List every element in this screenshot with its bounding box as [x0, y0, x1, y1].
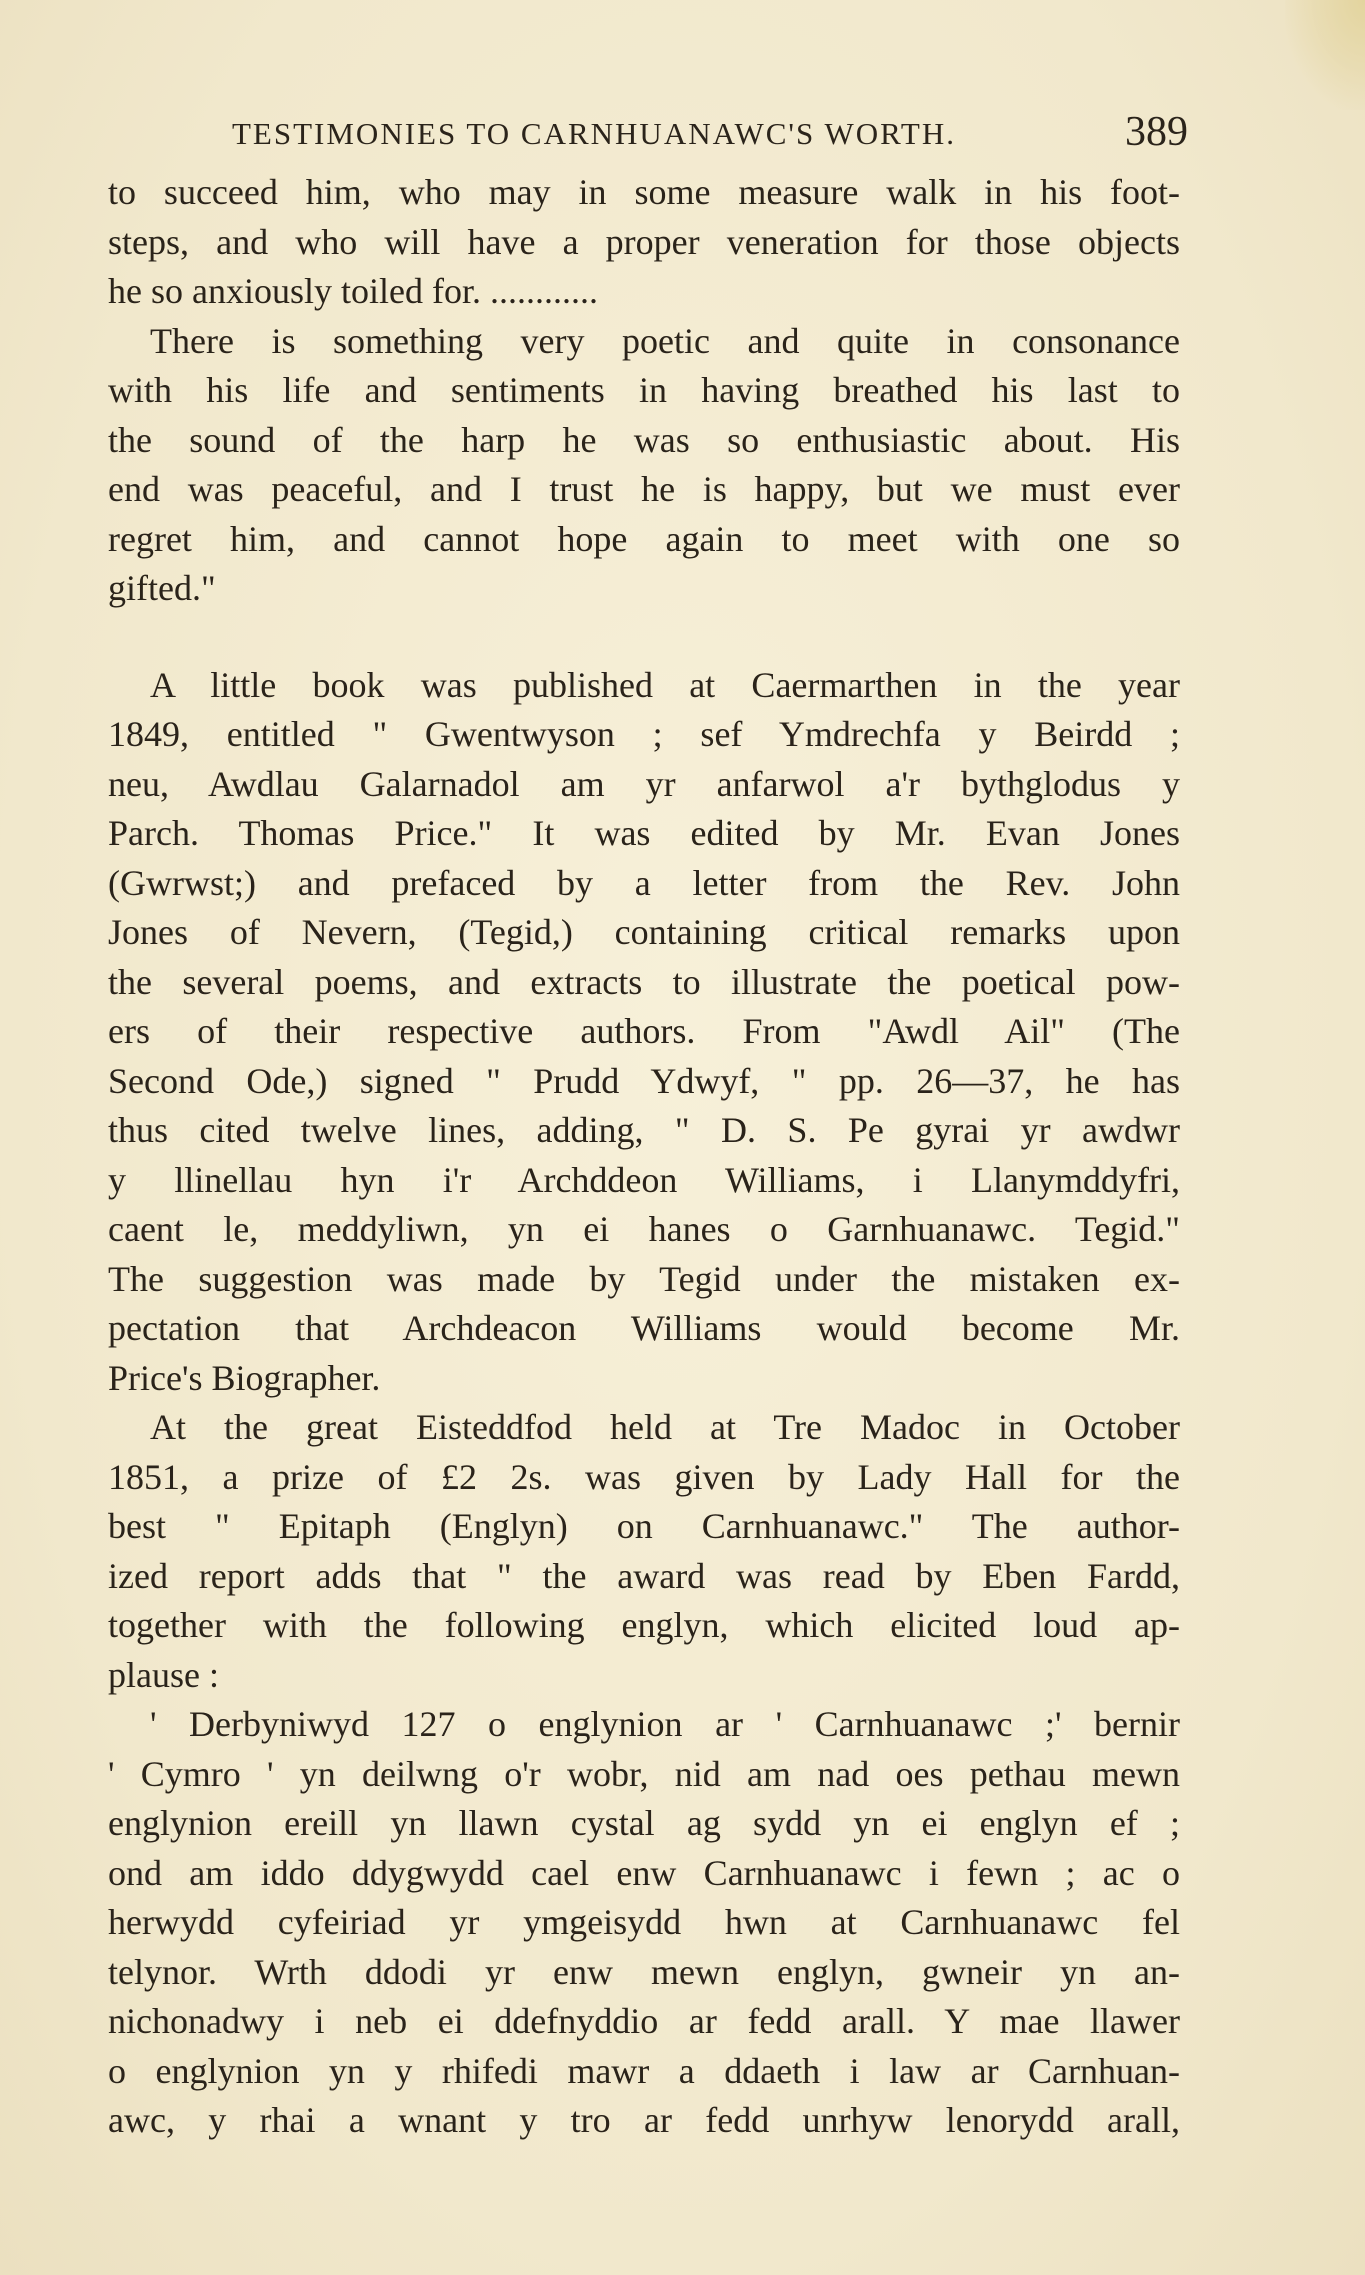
text-line: 1849, entitled " Gwentwyson ; sef Ymdrechfa y Beirdd ;: [108, 714, 1180, 754]
text-line: o englynion yn y rhifedi mawr a ddaeth i law ar Carnhuan-: [108, 2050, 1180, 2091]
text-line: englynion ereill yn llawn cystal ag sydd yn ei englyn ef ;: [108, 1803, 1180, 1843]
text-line: thus cited twelve lines, adding, " D. S. Pe gyrai yr awdwr: [108, 1110, 1180, 1150]
text-line: best " Epitaph (Englyn) on Carnhuanawc." The author-: [108, 1506, 1180, 1546]
text-line: Second Ode,) signed " Prudd Ydwyf, " pp. 26—37, he has: [108, 1060, 1180, 1101]
text-line: pectation that Archdeacon Williams would become Mr.: [108, 1308, 1180, 1348]
paragraph-gap: [108, 614, 1180, 661]
running-title: TESTIMONIES TO CARNHUANAWC'S WORTH.: [232, 116, 956, 151]
text-line: The suggestion was made by Tegid under the mistaken ex-: [108, 1258, 1180, 1299]
text-line: nichonadwy i neb ei ddefnyddio ar fedd arall. Y mae llawer: [108, 2001, 1180, 2041]
text-line: he so anxiously toiled for. ............: [108, 271, 598, 311]
text-line: Parch. Thomas Price." It was edited by Mr. Evan Jones: [108, 813, 1180, 853]
text-line: (Gwrwst;) and prefaced by a letter from the Rev. John: [108, 862, 1180, 903]
text-line: y llinellau hyn i'r Archddeon Williams, i Llanymddyfri,: [108, 1159, 1180, 1200]
text-line: end was peaceful, and I trust he is happy, but we must ever: [108, 469, 1180, 509]
text-line: A little book was published at Caermarthen in the year: [150, 664, 1180, 705]
text-line: ized report adds that " the award was read by Eben Fardd,: [108, 1555, 1180, 1596]
text-line: awc, y rhai a wnant y tro ar fedd unrhyw lenorydd arall,: [108, 2100, 1180, 2140]
text-line: ers of their respective authors. From "Awdl Ail" (The: [108, 1011, 1180, 1051]
paper-stain: [1285, 0, 1365, 110]
text-line: ond am iddo ddygwydd cael enw Carnhuanawc i fewn ; ac o: [108, 1852, 1180, 1893]
text-line: gifted.": [108, 568, 216, 608]
text-line: 1851, a prize of £2 2s. was given by Lady Hall for the: [108, 1456, 1180, 1497]
text-line: with his life and sentiments in having breathed his last to: [108, 370, 1180, 410]
text-line: There is something very poetic and quite in consonance: [150, 320, 1180, 361]
text-line: the several poems, and extracts to illustrate the poetical pow-: [108, 961, 1180, 1002]
text-line: the sound of the harp he was so enthusiastic about. His: [108, 419, 1180, 460]
text-line: Price's Biographer.: [108, 1357, 381, 1398]
text-line: together with the following englyn, which elicited loud ap-: [108, 1605, 1180, 1645]
text-line: caent le, meddyliwn, yn ei hanes o Garnhuanawc. Tegid.": [108, 1209, 1180, 1249]
text-line: regret him, and cannot hope again to meet with one so: [108, 518, 1180, 559]
page-header: [108, 109, 1188, 160]
text-line: to succeed him, who may in some measure walk in his foot-: [108, 172, 1180, 212]
text-line: herwydd cyfeiriad yr ymgeisydd hwn at Carnhuanawc fel: [108, 1902, 1180, 1942]
text-line: At the great Eisteddfod held at Tre Madoc in October: [150, 1407, 1180, 1447]
text-line: telynor. Wrth ddodi yr enw mewn englyn, gwneir yn an-: [108, 1951, 1180, 1992]
text-line: ' Derbyniwyd 127 o englynion ar ' Carnhuanawc ;' bernir: [150, 1704, 1180, 1744]
text-line: plause :: [108, 1654, 219, 1695]
text-line: neu, Awdlau Galarnadol am yr anfarwol a'r bythglodus y: [108, 763, 1180, 804]
text-line: Jones of Nevern, (Tegid,) containing critical remarks upon: [108, 912, 1180, 952]
text-line: steps, and who will have a proper veneration for those objects: [108, 221, 1180, 262]
body-text: [108, 168, 1180, 2146]
page-number: 389: [1125, 109, 1188, 155]
text-line: ' Cymro ' yn deilwng o'r wobr, nid am nad oes pethau mewn: [108, 1753, 1180, 1794]
